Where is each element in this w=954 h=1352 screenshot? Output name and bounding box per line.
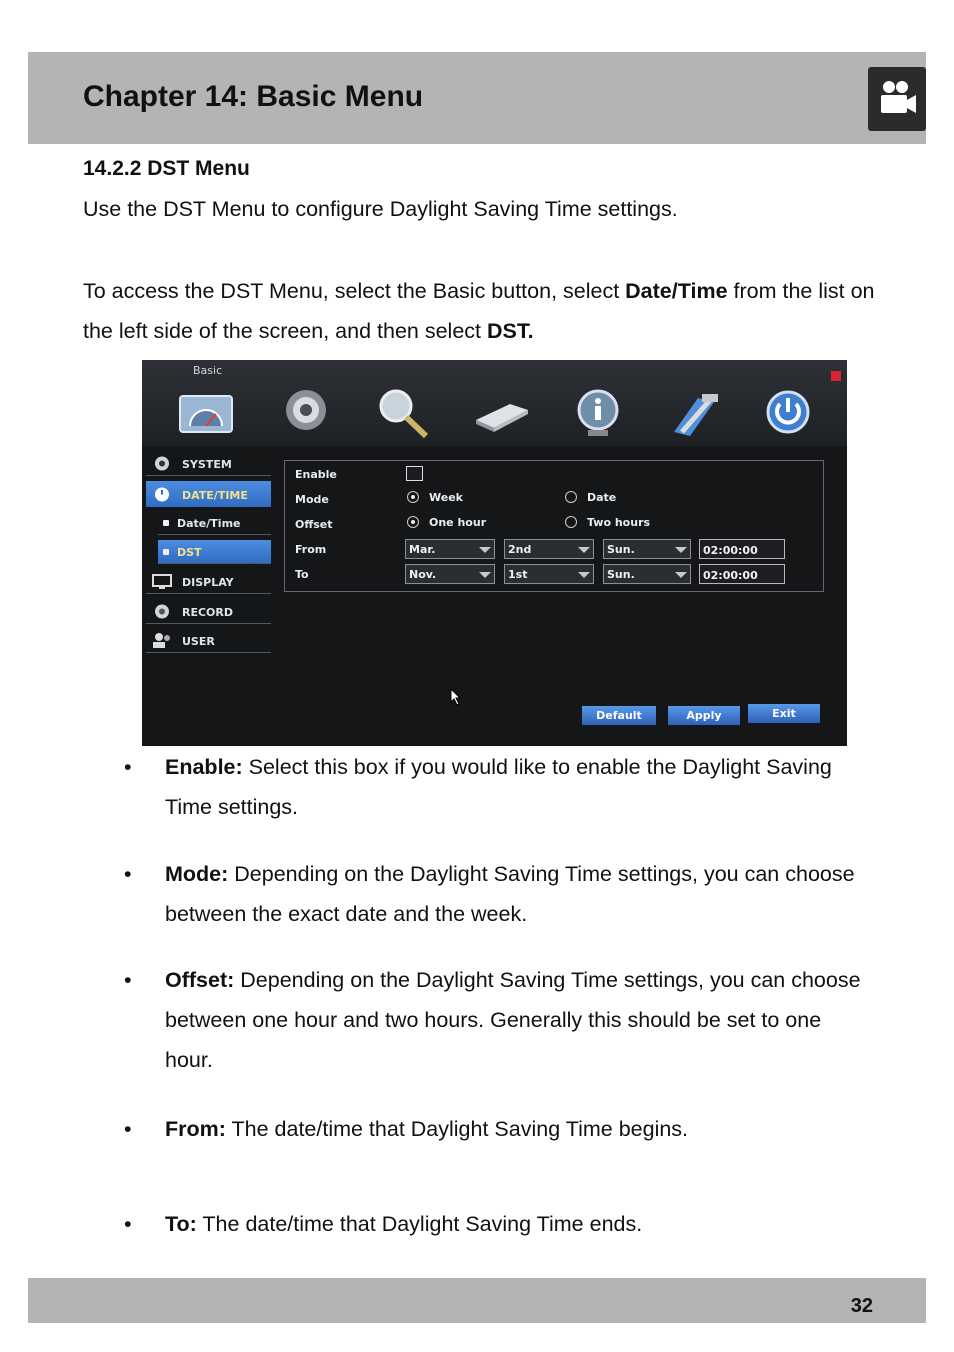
- to-month-select[interactable]: Nov.: [405, 564, 495, 584]
- window-title: Basic: [193, 364, 223, 377]
- from-time-input[interactable]: 02:00:00: [699, 539, 785, 559]
- apply-button[interactable]: Apply: [668, 706, 740, 725]
- enable-label: Enable: [295, 468, 337, 481]
- sidebar-item-user[interactable]: USER: [146, 627, 271, 653]
- access-paragraph: To access the DST Menu, select the Basic button, select Date/Time from the list on the left side of the screen, and then select DST.: [83, 279, 875, 343]
- info-icon[interactable]: [568, 386, 628, 444]
- dst-menu-screenshot: [142, 360, 847, 746]
- sidebar-subitem-dst[interactable]: DST: [158, 540, 271, 564]
- camera-icon: [868, 67, 926, 131]
- chapter-title: Chapter 14: Basic Menu: [83, 80, 424, 113]
- power-icon[interactable]: [756, 386, 816, 444]
- sidebar-item-date-time[interactable]: DATE/TIME: [146, 481, 271, 507]
- bullet-marker: •: [124, 755, 132, 779]
- close-icon[interactable]: [831, 371, 841, 381]
- offset-one-hour-radio[interactable]: [407, 516, 419, 528]
- enable-checkbox[interactable]: [406, 466, 423, 481]
- to-week-select[interactable]: 1st: [504, 564, 594, 584]
- dst-settings-panel: [284, 460, 824, 592]
- sidebar-item-system[interactable]: SYSTEM: [146, 450, 271, 476]
- record-icon: [151, 603, 173, 620]
- mouse-cursor-icon: [450, 688, 462, 706]
- to-label: To: [295, 568, 309, 581]
- monitor-icon: [151, 573, 173, 590]
- from-month-select[interactable]: Mar.: [405, 539, 495, 559]
- page-footer: [28, 1278, 926, 1323]
- intro-paragraph: Use the DST Menu to configure Daylight Saving Time settings.: [83, 197, 678, 221]
- to-day-select[interactable]: Sun.: [603, 564, 691, 584]
- offset-two-hours-label: Two hours: [587, 516, 651, 529]
- tools-icon[interactable]: [664, 386, 724, 444]
- offset-label: Offset: [295, 518, 333, 531]
- chevron-down-icon: [578, 547, 590, 553]
- to-time-input[interactable]: 02:00:00: [699, 564, 785, 584]
- bullet-marker: •: [124, 1117, 132, 1141]
- bullet-offset: Offset: Depending on the Daylight Saving Time settings, you can choose between one hour and two hours. Generally this should be set to one hour.: [165, 968, 861, 1072]
- chapter-header: [28, 52, 926, 144]
- offset-one-hour-label: One hour: [429, 516, 487, 529]
- from-label: From: [295, 543, 327, 556]
- bullet-icon: [163, 549, 169, 555]
- toolbar: [142, 360, 847, 446]
- hard-drive-icon[interactable]: [470, 386, 530, 444]
- sidebar-item-display[interactable]: DISPLAY: [146, 568, 271, 594]
- search-icon[interactable]: [372, 386, 432, 444]
- default-button[interactable]: Default: [582, 706, 656, 725]
- bullet-marker: •: [124, 1212, 132, 1236]
- basic-gauge-icon[interactable]: [176, 386, 236, 444]
- clock-icon: [151, 486, 173, 503]
- bullet-mode: Mode: Depending on the Daylight Saving Time settings, you can choose between the exact date and the week.: [165, 862, 855, 926]
- chevron-down-icon: [479, 547, 491, 553]
- page-number: 32: [850, 1295, 873, 1317]
- bullet-icon: [163, 520, 169, 526]
- chevron-down-icon: [675, 547, 687, 553]
- offset-two-hours-radio[interactable]: [565, 516, 577, 528]
- mode-week-radio[interactable]: [407, 491, 419, 503]
- from-day-select[interactable]: Sun.: [603, 539, 691, 559]
- mode-date-label: Date: [587, 491, 617, 504]
- sidebar-subitem-date-time[interactable]: Date/Time: [158, 511, 271, 535]
- gear-icon[interactable]: [276, 386, 336, 444]
- chevron-down-icon: [479, 572, 491, 578]
- gear-icon: [151, 455, 173, 472]
- bullet-to: To: The date/time that Daylight Saving Time ends.: [165, 1212, 643, 1236]
- mode-week-label: Week: [429, 491, 463, 504]
- sidebar-item-record[interactable]: RECORD: [146, 598, 271, 624]
- from-week-select[interactable]: 2nd: [504, 539, 594, 559]
- bullet-enable: Enable: Select this box if you would like to enable the Daylight Saving Time settings.: [165, 755, 832, 819]
- mode-date-radio[interactable]: [565, 491, 577, 503]
- chevron-down-icon: [578, 572, 590, 578]
- bullet-marker: •: [124, 968, 132, 992]
- bullet-from: From: The date/time that Daylight Saving Time begins.: [165, 1117, 689, 1141]
- users-icon: [151, 632, 173, 649]
- bullet-marker: •: [124, 862, 132, 886]
- exit-button[interactable]: Exit: [748, 704, 820, 723]
- section-title: 14.2.2 DST Menu: [83, 157, 250, 180]
- mode-label: Mode: [295, 493, 329, 506]
- chevron-down-icon: [675, 572, 687, 578]
